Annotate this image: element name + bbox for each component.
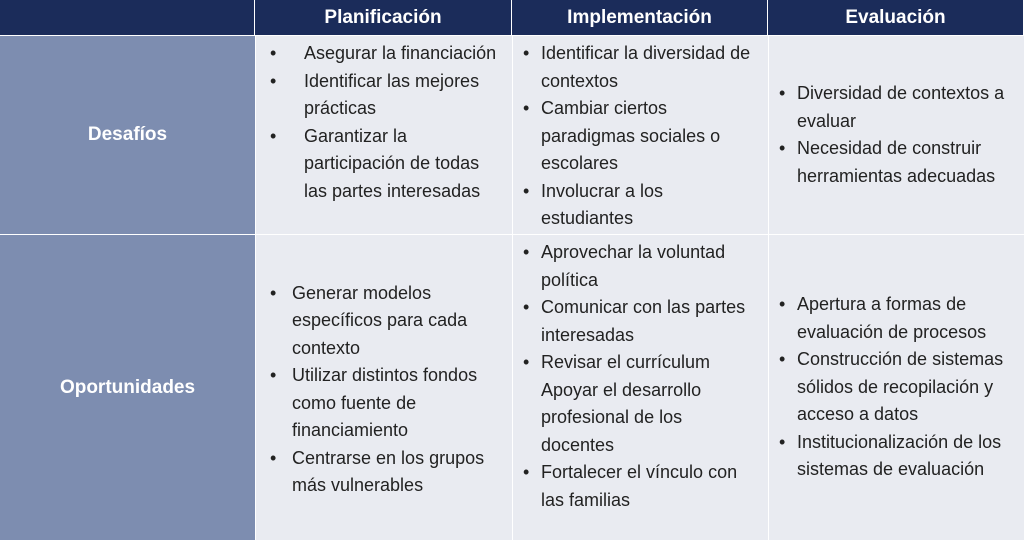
cell-desafios-implementacion (512, 35, 768, 234)
list-item-text: Institucionalización de los sistemas de evaluación (797, 431, 1002, 480)
bullet-list (521, 40, 760, 233)
list-item-text: Centrarse en los grupos más vulnerables (292, 447, 485, 495)
list-item (521, 40, 760, 95)
bullet-icon: • (270, 70, 277, 91)
bullet-icon: • (270, 365, 277, 385)
list-item-text: Revisar el currículum Apoyar el desarrollo profesional de los docentes (541, 352, 711, 455)
cell-oportunidades-implementacion (512, 234, 768, 540)
bullet-icon: • (523, 180, 530, 201)
list-item-text: Apertura a formas de evaluación de procesos (797, 294, 987, 342)
header-implementacion: Implementación (512, 0, 768, 35)
list-item (268, 362, 504, 445)
list-item (268, 123, 504, 206)
bullet-list (777, 80, 1016, 190)
bullet-list (268, 40, 504, 205)
bullet-icon: • (270, 282, 277, 303)
list-item-text: Involucrar a los estudiantes (541, 180, 664, 228)
cell-oportunidades-evaluacion (768, 234, 1024, 540)
bullet-icon: • (779, 431, 786, 452)
list-item (521, 294, 760, 349)
list-item (521, 178, 760, 233)
list-item-text: Construcción de sistemas sólidos de recopilación y acceso a datos (797, 349, 1004, 425)
list-item (521, 459, 760, 514)
bullet-icon: • (270, 43, 277, 63)
header-planificacion: Planificación (255, 0, 512, 35)
list-item (268, 68, 504, 123)
list-item-text: Asegurar la financiación (304, 43, 497, 63)
list-item-text: Cambiar ciertos paradigmas sociales o escolares (541, 98, 721, 173)
list-item-text: Garantizar la participación de todas las partes interesadas (304, 125, 481, 201)
bullet-icon: • (779, 294, 786, 315)
bullet-list (268, 280, 504, 500)
bullet-icon: • (523, 462, 530, 482)
list-item-text: Generar modelos específicos para cada contexto (292, 282, 468, 358)
bullet-icon: • (523, 352, 530, 372)
bullet-icon: • (523, 98, 530, 118)
bullet-icon: • (523, 297, 530, 317)
cell-desafios-planificacion (255, 35, 512, 234)
bullet-list (777, 291, 1016, 484)
cell-desafios-evaluacion (768, 35, 1024, 234)
bullet-icon: • (779, 83, 786, 103)
list-item (777, 135, 1016, 190)
list-item (777, 429, 1016, 484)
list-item-text: Diversidad de contextos a evaluar (797, 83, 1005, 131)
list-item (268, 40, 504, 68)
list-item (268, 280, 504, 363)
list-item (777, 346, 1016, 429)
bullet-list (521, 239, 760, 514)
list-item (521, 95, 760, 178)
list-item-text: Comunicar con las partes interesadas (541, 297, 746, 345)
list-item (777, 80, 1016, 135)
cell-oportunidades-planificacion (255, 234, 512, 540)
bullet-icon: • (523, 242, 530, 262)
list-item-text: Fortalecer el vínculo con las familias (541, 462, 738, 510)
list-item-text: Necesidad de construir herramientas adecuadas (797, 138, 996, 186)
list-item-text: Aprovechar la voluntad política (541, 242, 726, 290)
list-item (521, 239, 760, 294)
list-item-text: Utilizar distintos fondos como fuente de financiamiento (292, 365, 478, 440)
bullet-icon: • (270, 125, 277, 146)
header-evaluacion: Evaluación (768, 0, 1024, 35)
bullet-icon: • (523, 43, 530, 63)
list-item (268, 445, 504, 500)
bullet-icon: • (779, 349, 786, 370)
list-item-text: Identificar las mejores prácticas (304, 70, 480, 118)
bullet-icon: • (779, 138, 786, 158)
bullet-icon: • (270, 447, 277, 468)
row-label-desafios: Desafíos (0, 35, 255, 234)
list-item (521, 349, 760, 459)
row-label-oportunidades: Oportunidades (0, 234, 255, 540)
list-item-text: Identificar la diversidad de contextos (541, 43, 751, 91)
header-corner (0, 0, 255, 35)
list-item (777, 291, 1016, 346)
